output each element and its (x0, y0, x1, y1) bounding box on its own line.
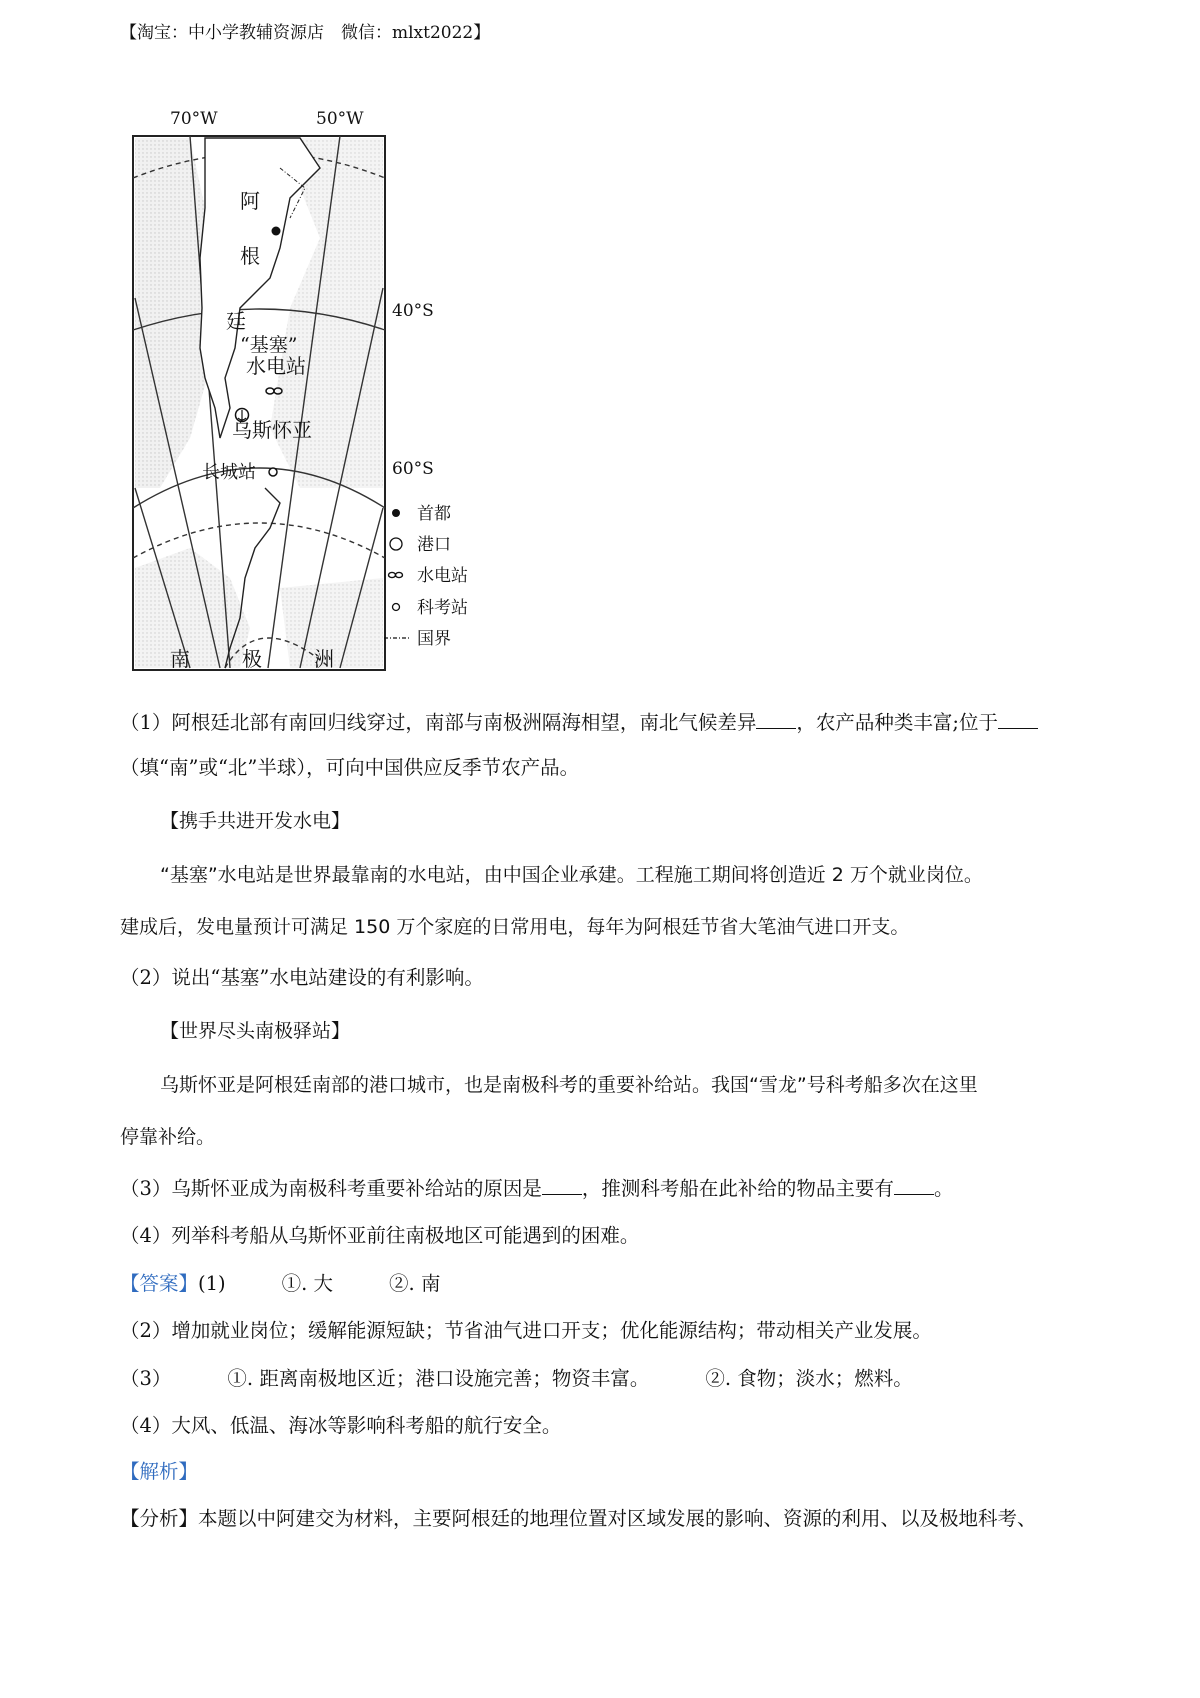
analysis-label: 【解析】 (120, 1460, 199, 1483)
hydro-symbol (389, 572, 403, 577)
capital-marker (272, 227, 281, 236)
q3-blank-1 (542, 1178, 582, 1195)
answer-1-part-2: ②. 南 (389, 1272, 441, 1295)
question-1 (120, 707, 1038, 735)
q1-text-b: ，农产品种类丰富;位于 (796, 711, 998, 734)
answer-line-3 (120, 1363, 913, 1391)
q1-text-a: （1）阿根廷北部有南回归线穿过，南部与南极洲隔海相望，南北气候差异 (120, 711, 757, 734)
argentina-antarctica-map (130, 108, 540, 704)
country-char-3: 廷 (226, 309, 246, 333)
q1-blank-2 (998, 712, 1038, 729)
antarctica-char-3: 洲 (314, 647, 334, 671)
station-name-label: 水电站 (246, 354, 306, 378)
answer-3-part-1: ①. 距离南极地区近；港口设施完善；物资丰富。 (227, 1367, 650, 1390)
legend-label-capital: 首都 (417, 504, 451, 524)
answer-line-1 (120, 1268, 440, 1296)
answer-3-part-2: ②. 食物；淡水；燃料。 (705, 1367, 913, 1390)
legend-label-station: 科考站 (417, 598, 468, 618)
q1-blank-1 (756, 712, 796, 729)
port-symbol (390, 538, 402, 550)
q3-text-b: ，推测科考船在此补给的物品主要有 (581, 1177, 894, 1200)
answer-4: （4）大风、低温、海冰等影响科考船的航行安全。 (120, 1414, 562, 1437)
country-char-2: 根 (240, 244, 260, 268)
capital-symbol (392, 509, 400, 517)
country-char-1: 阿 (240, 189, 260, 213)
answer-label: 【答案】 (120, 1272, 199, 1295)
section-title-hydro: 【携手共进开发水电】 (160, 810, 351, 832)
legend-label-border: 国界 (417, 629, 451, 649)
lon-label-50w: 50°W (316, 109, 364, 129)
legend-label-port: 港口 (417, 535, 451, 555)
port-name-label: 乌斯怀亚 (232, 418, 312, 442)
answer-2: （2）增加就业岗位；缓解能源短缺；节省油气进口开支；优化能源结构；带动相关产业发展。 (120, 1319, 932, 1342)
material-paragraph-2-line-2: 停靠补给。 (120, 1126, 216, 1148)
question-2: （2）说出“基塞”水电站建设的有利影响。 (120, 966, 484, 989)
lon-label-70w: 70°W (170, 109, 218, 129)
q3-text-c: 。 (933, 1177, 954, 1200)
page-header: 【淘宝：中小学教辅资源店 微信：mlxt2022】 (120, 23, 491, 43)
analysis-text: 【分析】本题以中阿建交为材料，主要阿根廷的地理位置对区域发展的影响、资源的利用、以及极地科考、 (120, 1507, 1037, 1530)
base-name-label: 长城站 (202, 462, 256, 483)
great-wall-station-marker (269, 468, 277, 476)
answer-1-part-1: ①. 大 (281, 1272, 334, 1295)
question-4: （4）列举科考船从乌斯怀亚前往南极地区可能遇到的困难。 (120, 1224, 640, 1247)
station-quote-label: “基塞” (240, 334, 298, 356)
section-title-antarctic: 【世界尽头南极驿站】 (160, 1020, 351, 1042)
lat-label-60s: 60°S (392, 459, 434, 479)
q1-line-2: （填“南”或“北”半球），可向中国供应反季节农产品。 (120, 756, 580, 779)
question-3 (120, 1173, 953, 1201)
material-paragraph-1-line-2: 建成后，发电量预计可满足 150 万个家庭的日常用电，每年为阿根廷节省大笔油气进口开支。 (120, 916, 910, 938)
answer-1-number: (1) (198, 1272, 226, 1295)
material-paragraph-1-line-1: “基塞”水电站是世界最靠南的水电站，由中国企业承建。工程施工期间将创造近 2 万个就业岗位。 (160, 864, 983, 886)
material-paragraph-2-line-1: 乌斯怀亚是阿根廷南部的港口城市，也是南极科考的重要补给站。我国“雪龙”号科考船多次在这里 (160, 1074, 978, 1096)
map-legend (384, 504, 468, 649)
antarctica-char-1: 南 (170, 647, 190, 671)
lat-label-40s: 40°S (392, 301, 434, 321)
station-symbol (393, 604, 400, 611)
answer-3-number: （3） (120, 1367, 172, 1390)
q3-text-a: （3）乌斯怀亚成为南极科考重要补给站的原因是 (120, 1177, 542, 1200)
q3-blank-2 (894, 1178, 934, 1195)
legend-label-hydro: 水电站 (417, 566, 468, 586)
antarctica-char-2: 极 (242, 647, 262, 671)
